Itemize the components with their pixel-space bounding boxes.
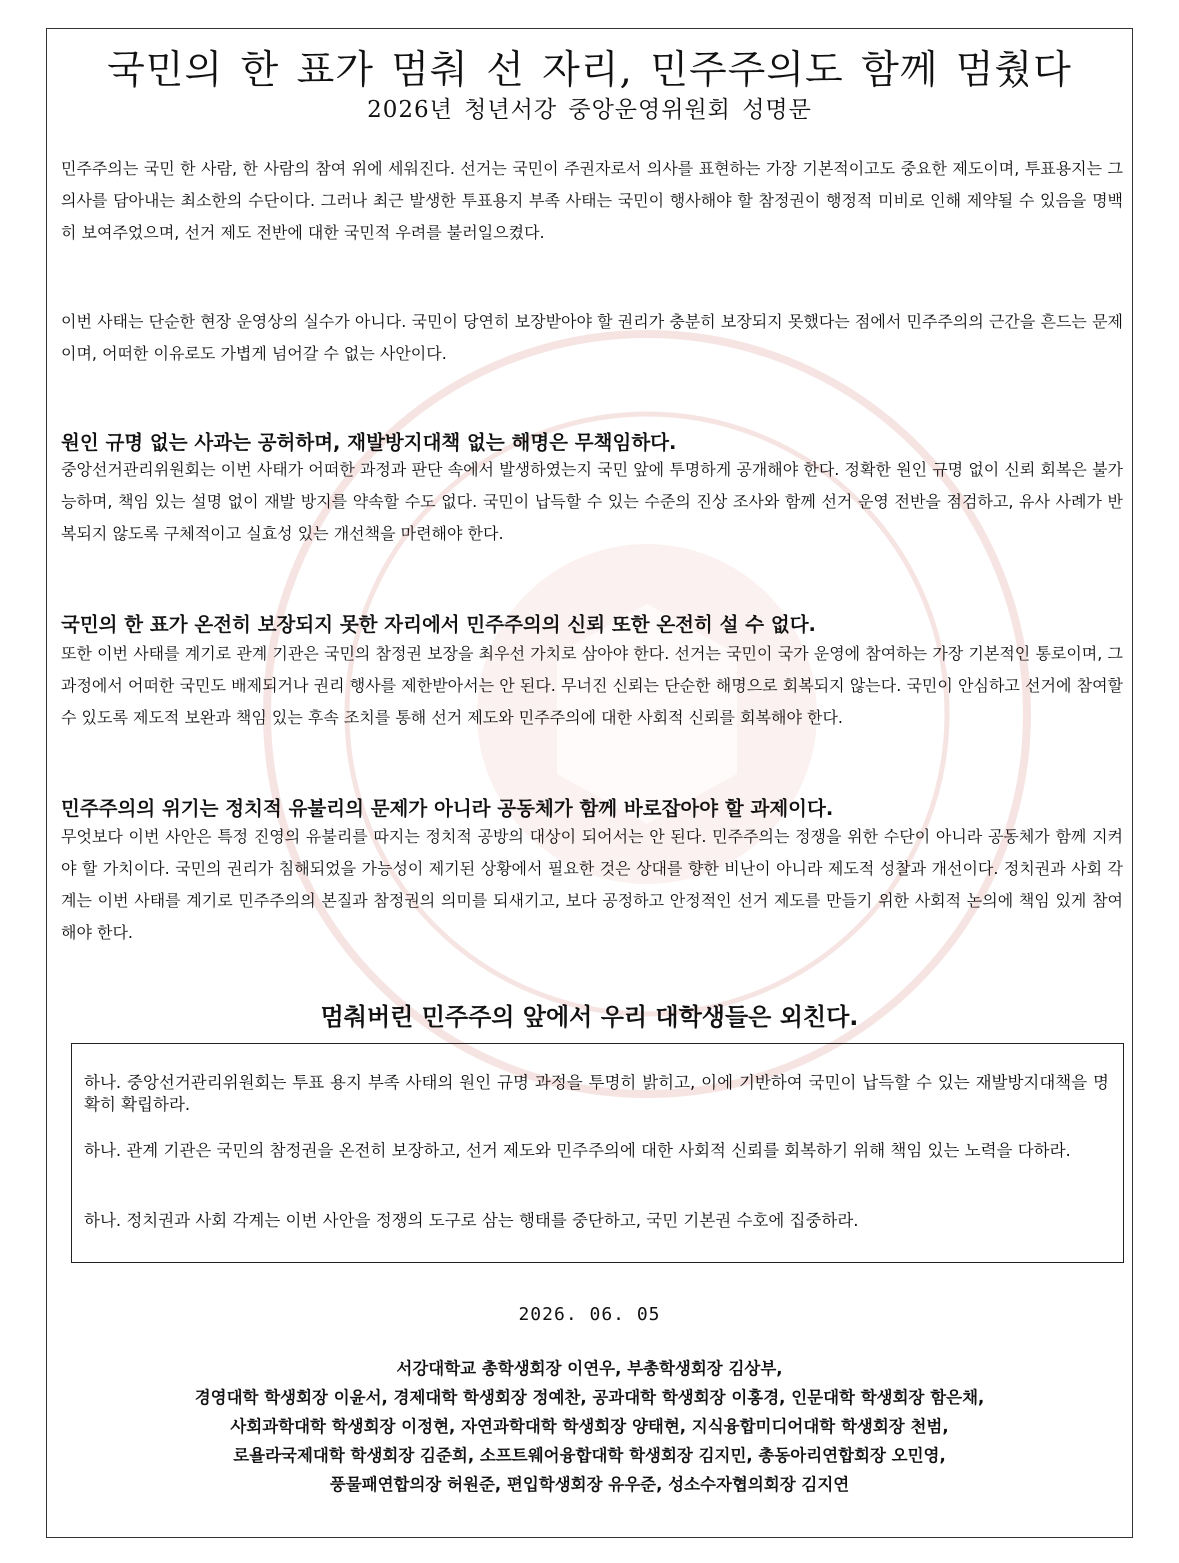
section-heading-3: 민주주의의 위기는 정치적 유불리의 문제가 아니라 공동체가 함께 바로잡아야 할 과제이다. [61,797,834,820]
section-heading-2: 국민의 한 표가 온전히 보장되지 못한 자리에서 민주주의의 신뢰 또한 온전히 설 수 없다. [61,613,816,636]
page-title: 국민의 한 표가 멈춰 선 자리, 민주주의도 함께 멈췄다 [107,48,1072,93]
statement-date: 2026. 06. 05 [518,1304,661,1325]
page-subtitle: 2026년 청년서강 중앙운영위원회 성명문 [367,97,812,123]
section-heading-1: 원인 규명 없는 사과는 공허하며, 재발방지대책 없는 해명은 무책임하다. [61,431,677,454]
signer-line: 로욜라국제대학 학생회장 김준희, 소프트웨어융합대학 학생회장 김지민, 총동아리연합회장 오민영, [233,1446,946,1465]
intro-paragraph-1: 민주주의는 국민 한 사람, 한 사람의 참여 위에 세워진다. 선거는 국민이 주권자로서 의사를 표현하는 가장 기본적이고도 중요한 제도이며, 투표용지는 그 의사를 담아내는 최소한의 수단이다. 그러나 최근 발생한 투표용지 부족 사태는 국민이 행사해야 할 참정권이 행정적 미비로 인해 제약될 수 있음을 명백히 보여주었으며, 선거 제도 전반에 대한 국민적 우려를 불러일으켰다. [61,159,1123,242]
signer-line: 사회과학대학 학생회장 이정현, 자연과학대학 학생회장 양태현, 지식융합미디어대학 학생회장 천범, [230,1417,949,1436]
resolution-item: 하나. 중앙선거관리위원회는 투표 용지 부족 사태의 원인 규명 과정을 투명히 밝히고, 이에 기반하여 국민이 납득할 수 있는 재발방지대책을 명확히 확립하라. [84,1073,1109,1114]
signer-line: 경영대학 학생회장 이윤서, 경제대학 학생회장 정예찬, 공과대학 학생회장 이홍경, 인문대학 학생회장 함은채, [194,1388,985,1407]
signer-line: 풍물패연합의장 허원준, 편입학생회장 유우준, 성소수자협의회장 김지연 [329,1475,850,1494]
statement-document [46,28,1133,1538]
signers-list [47,1354,1132,1499]
section-body-1: 중앙선거관리위원회는 이번 사태가 어떠한 과정과 판단 속에서 발생하였는지 국민 앞에 투명하게 공개해야 한다. 정확한 원인 규명 없이 신뢰 회복은 불가능하며, 책임 있는 설명 없이 재발 방지를 약속할 수도 없다. 국민이 납득할 수 있는 수준의 진상 조사와 함께 선거 운영 전반을 점검하고, 유사 사례가 반복되지 않도록 구체적이고 실효성 있는 개선책을 마련해야 한다. [61,460,1123,543]
resolutions-box [71,1043,1124,1263]
section-body-3: 무엇보다 이번 사안은 특정 진영의 유불리를 따지는 정치적 공방의 대상이 되어서는 안 된다. 민주주의는 정쟁을 위한 수단이 아니라 공동체가 함께 지켜야 할 가치이다. 국민의 권리가 침해되었을 가능성이 제기된 상황에서 필요한 것은 상대를 향한 비난이 아니라 제도적 성찰과 개선이다. 정치권과 사회 각계는 이번 사태를 계기로 민주주의의 본질과 참정권의 의미를 되새기고, 보다 공정하고 안정적인 선거 제도를 만들기 위한 사회적 논의에 책임 있게 참여해야 한다. [61,827,1123,942]
call-heading: 멈춰버린 민주주의 앞에서 우리 대학생들은 외친다. [320,1003,859,1031]
resolution-item: 하나. 정치권과 사회 각계는 이번 사안을 정쟁의 도구로 삼는 행태를 중단하고, 국민 기본권 수호에 집중하라. [84,1211,859,1230]
resolution-item: 하나. 관계 기관은 국민의 참정권을 온전히 보장하고, 선거 제도와 민주주의에 대한 사회적 신뢰를 회복하기 위해 책임 있는 노력을 다하라. [84,1141,1071,1160]
signer-line: 서강대학교 총학생회장 이연우, 부총학생회장 김상부, [396,1359,783,1378]
intro-paragraph-2: 이번 사태는 단순한 현장 운영상의 실수가 아니다. 국민이 당연히 보장받아야 할 권리가 충분히 보장되지 못했다는 점에서 민주주의의 근간을 흔드는 문제이며, 어떠한 이유로도 가볍게 넘어갈 수 없는 사안이다. [61,312,1123,363]
section-body-2: 또한 이번 사태를 계기로 관계 기관은 국민의 참정권 보장을 최우선 가치로 삼아야 한다. 선거는 국민이 국가 운영에 참여하는 가장 기본적인 통로이며, 그 과정에서 어떠한 국민도 배제되거나 권리 행사를 제한받아서는 안 된다. 무너진 신뢰는 단순한 해명으로 회복되지 않는다. 국민이 안심하고 선거에 참여할 수 있도록 제도적 보완과 책임 있는 후속 조치를 통해 선거 제도와 민주주의에 대한 사회적 신뢰를 회복해야 한다. [61,644,1123,727]
